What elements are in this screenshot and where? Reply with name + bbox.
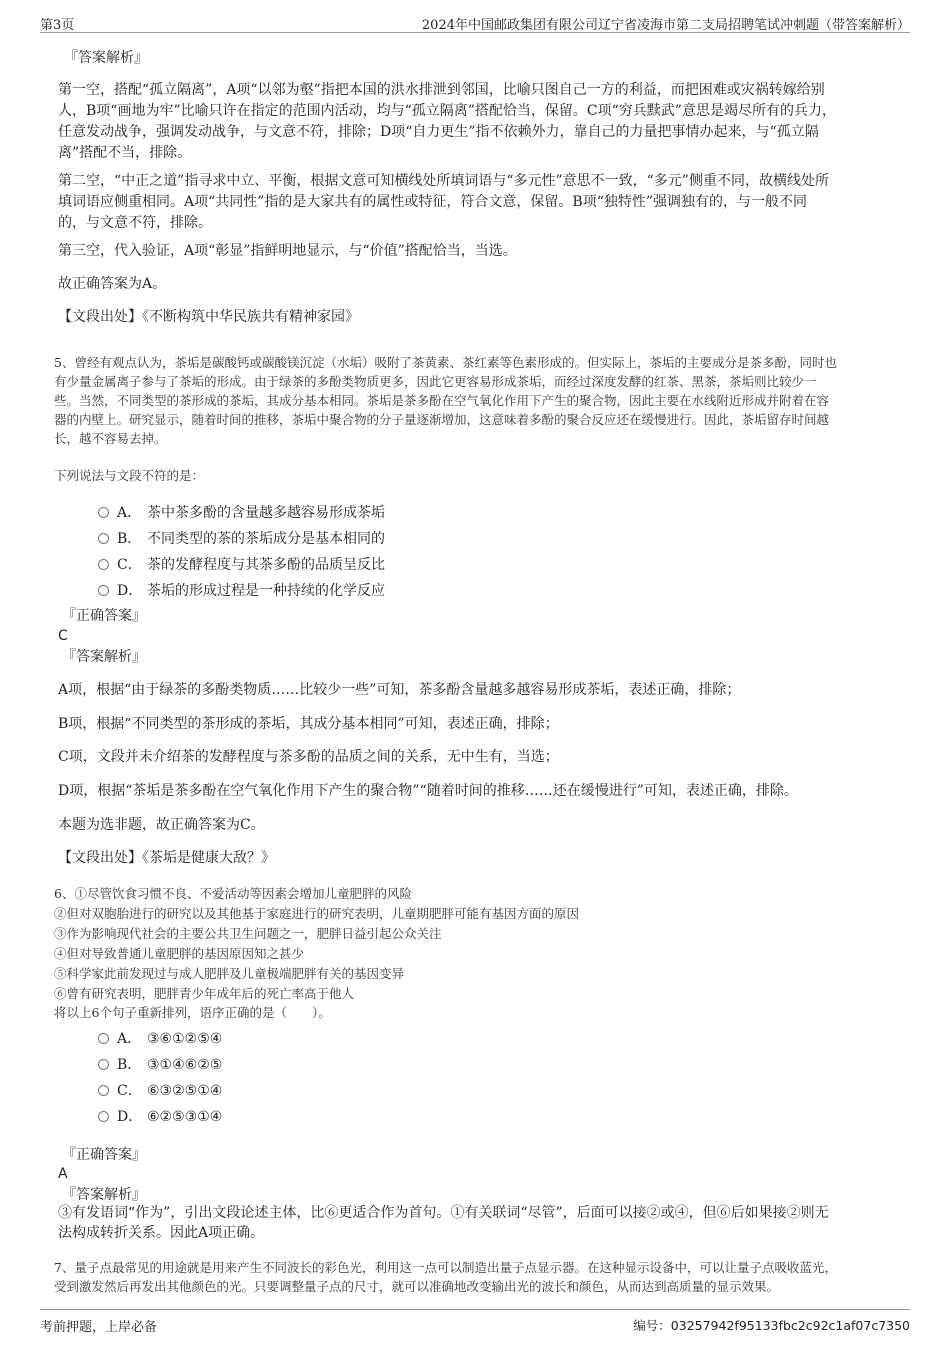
q4-para3: 第三空，代入验证，A项“彰显”指鲜明地显示，与“价值”搭配恰当，当选。: [58, 243, 517, 259]
q5-option-b[interactable]: [98, 528, 385, 548]
q5-passage-line: 有少量金属离子参与了茶垢的形成。由于绿茶的多酚类物质更多，因此它更容易形成茶垢，而经过深度发酵的红茶、黑茶，茶垢则比较少一: [54, 374, 817, 389]
option-letter: A．: [117, 1031, 142, 1047]
option-letter: D．: [117, 583, 143, 599]
q5-analysis-label: 『答案解析』: [62, 649, 146, 665]
option-letter: C．: [117, 557, 142, 573]
option-letter: B．: [117, 1057, 142, 1073]
radio-button-icon[interactable]: [98, 1059, 109, 1070]
option-letter: D．: [117, 1109, 143, 1125]
footer-slogan: 考前押题，上岸必备: [40, 1320, 158, 1335]
radio-button-icon[interactable]: [98, 559, 109, 570]
page-header: [40, 10, 910, 33]
q7-passage-line: 受到激发然后再发出其他颜色的光。只要调整量子点的尺寸，就可以准确地改变输出光的波长和颜色，从而达到高质量的显示效果。: [54, 1279, 780, 1294]
q5-analysis-line: B项，根据“不同类型的茶形成的茶垢，其成分基本相同”可知，表述正确，排除；: [58, 716, 559, 732]
q5-option-a[interactable]: [98, 502, 385, 522]
radio-button-icon[interactable]: [98, 1033, 109, 1044]
radio-button-icon[interactable]: [98, 507, 109, 518]
q4-para2-line: 填词语应侧重相同。A项“共同性”指的是大家共有的属性或特征，符合文意，保留。B项“独特性”强调独有的，与一般不同: [58, 194, 808, 210]
q6-line: ③作为影响现代社会的主要公共卫生问题之一，肥胖日益引起公众关注: [54, 926, 442, 941]
q5-option-d[interactable]: [98, 580, 385, 600]
option-text: ③⑥①②⑤④: [147, 1031, 223, 1047]
option-letter: A．: [117, 505, 142, 521]
q7-passage-line: 7、量子点最常见的用途就是用来产生不同波长的彩色光，利用这一点可以制造出量子点显示器。在这种显示设备中，可以让量子点吸收蓝光，: [54, 1260, 837, 1275]
q5-question: 下列说法与文段不符的是：: [54, 468, 205, 483]
option-text: ⑥③②⑤①④: [147, 1083, 223, 1099]
q5-source: 【文段出处】《茶垢是健康大敌？》: [58, 850, 275, 866]
q4-conclusion: 故正确答案为A。: [58, 276, 167, 292]
q6-option-d[interactable]: [98, 1106, 222, 1126]
q4-source: 【文段出处】《不断构筑中华民族共有精神家园》: [58, 309, 359, 325]
q5-analysis-line: D项，根据“茶垢是茶多酚在空气氧化作用下产生的聚合物”“随着时间的推移……还在缓慢进行”可知，表述正确，排除。: [58, 783, 798, 799]
radio-button-icon[interactable]: [98, 1111, 109, 1122]
q6-analysis-line: 法构成转折关系。因此A项正确。: [58, 1225, 265, 1241]
q6-line: ④但对导致普通儿童肥胖的基因原因知之甚少: [54, 946, 305, 961]
option-letter: C．: [117, 1083, 142, 1099]
q6-answer-label: 『正确答案』: [62, 1147, 146, 1163]
q6-question: 将以上6个句子重新排列，语序正确的是（ ）。: [54, 1005, 331, 1020]
option-text: ⑥②⑤③①④: [147, 1109, 223, 1125]
q4-para1-line: 离”搭配不当，排除。: [58, 145, 192, 161]
q5-passage-line: 5、曾经有观点认为，茶垢是碳酸钙或碳酸镁沉淀（水垢）吸附了茶黄素、茶红素等色素形成的。但实际上，茶垢的主要成分是茶多酚，同时也: [54, 355, 837, 370]
radio-button-icon[interactable]: [98, 585, 109, 596]
q5-answer-label: 『正确答案』: [62, 608, 146, 624]
option-text: ③①④⑥②⑤: [147, 1057, 223, 1073]
q5-passage-line: 器的内壁上。研究显示，随着时间的推移，茶垢中聚合物的分子量逐渐增加，这意味着多酚的聚合反应还在缓慢进行。因此，茶垢留存时间越: [54, 412, 830, 427]
radio-button-icon[interactable]: [98, 533, 109, 544]
q4-para1-line: 人，B项“画地为牢”比喻只许在指定的范围内活动，均与“孤立隔离”搭配恰当，保留。C项“穷兵黩武”意思是竭尽所有的兵力，: [58, 103, 836, 119]
q6-line: ②但对双胞胎进行的研究以及其他基于家庭进行的研究表明，儿童期肥胖可能有基因方面的原因: [54, 906, 580, 921]
q4-para2-line: 的，与文意不符，排除。: [58, 215, 212, 231]
option-text: 茶的发酵程度与其茶多酚的品质呈反比: [147, 557, 385, 573]
q4-para1-line: 任意发动战争，强调发动战争，与文意不符，排除；D项“自力更生”指不依赖外力，靠自己的力量把事情办起来，与“孤立隔: [58, 124, 819, 140]
q6-line: ⑤科学家此前发现过与成人肥胖及儿童极端肥胖有关的基因变异: [54, 966, 405, 981]
q5-conclusion: 本题为选非题，故正确答案为C。: [58, 817, 265, 833]
q5-passage-line: 些。当然，不同类型的茶形成的茶垢，其成分基本相同。茶垢是茶多酚在空气氧化作用下产生的聚合物，因此主要在水线附近形成并附着在容: [54, 393, 830, 408]
q4-para2-line: 第二空，“中正之道”指寻求中立、平衡，根据文意可知横线处所填词语与“多元性”意思不一致，“多元”侧重不同，故横线处所: [58, 173, 829, 189]
page-footer: [40, 1309, 910, 1334]
option-text: 茶垢的形成过程是一种持续的化学反应: [147, 583, 385, 599]
q6-analysis-line: ③有发语词“作为”，引出文段论述主体，比⑥更适合作为首句。①有关联词“尽管”，后面可以接②或④，但⑥后如果接②则无: [58, 1205, 829, 1221]
q5-analysis-line: C项，文段并未介绍茶的发酵程度与茶多酚的品质之间的关系，无中生有，当选；: [58, 749, 559, 765]
q6-answer: A: [58, 1166, 68, 1182]
option-letter: B．: [117, 531, 142, 547]
q6-line: ⑥曾有研究表明，肥胖青少年成年后的死亡率高于他人: [54, 986, 355, 1001]
option-text: 不同类型的茶的茶垢成分是基本相同的: [147, 531, 385, 547]
q4-analysis-label: 『答案解析』: [64, 50, 148, 66]
q6-option-a[interactable]: [98, 1028, 222, 1048]
q5-answer: C: [58, 628, 68, 644]
q5-analysis-line: A项，根据“由于绿茶的多酚类物质……比较少一些”可知，茶多酚含量越多越容易形成茶垢，表述正确，排除；: [58, 682, 741, 698]
q5-passage-line: 长，越不容易去掉。: [54, 431, 167, 446]
option-text: 茶中茶多酚的含量越多越容易形成茶垢: [147, 505, 385, 521]
document-title: 2024年中国邮政集团有限公司辽宁省凌海市第二支局招聘笔试冲刺题（带答案解析）: [421, 18, 910, 33]
page-number: 第3页: [40, 18, 75, 33]
q6-option-c[interactable]: [98, 1080, 222, 1100]
radio-button-icon[interactable]: [98, 1085, 109, 1096]
q5-option-c[interactable]: [98, 554, 385, 574]
q6-option-b[interactable]: [98, 1054, 222, 1074]
q4-para1-line: 第一空，搭配“孤立隔离”，A项“以邻为壑”指把本国的洪水排泄到邻国，比喻只图自己一方的利益，而把困难或灾祸转嫁给别: [58, 82, 825, 98]
document-code: 编号：03257942f95133fbc2c92c1af07c7350: [633, 1318, 910, 1333]
q6-analysis-label: 『答案解析』: [62, 1187, 146, 1203]
q6-line: 6、①尽管饮食习惯不良、不爱活动等因素会增加儿童肥胖的风险: [54, 886, 412, 901]
